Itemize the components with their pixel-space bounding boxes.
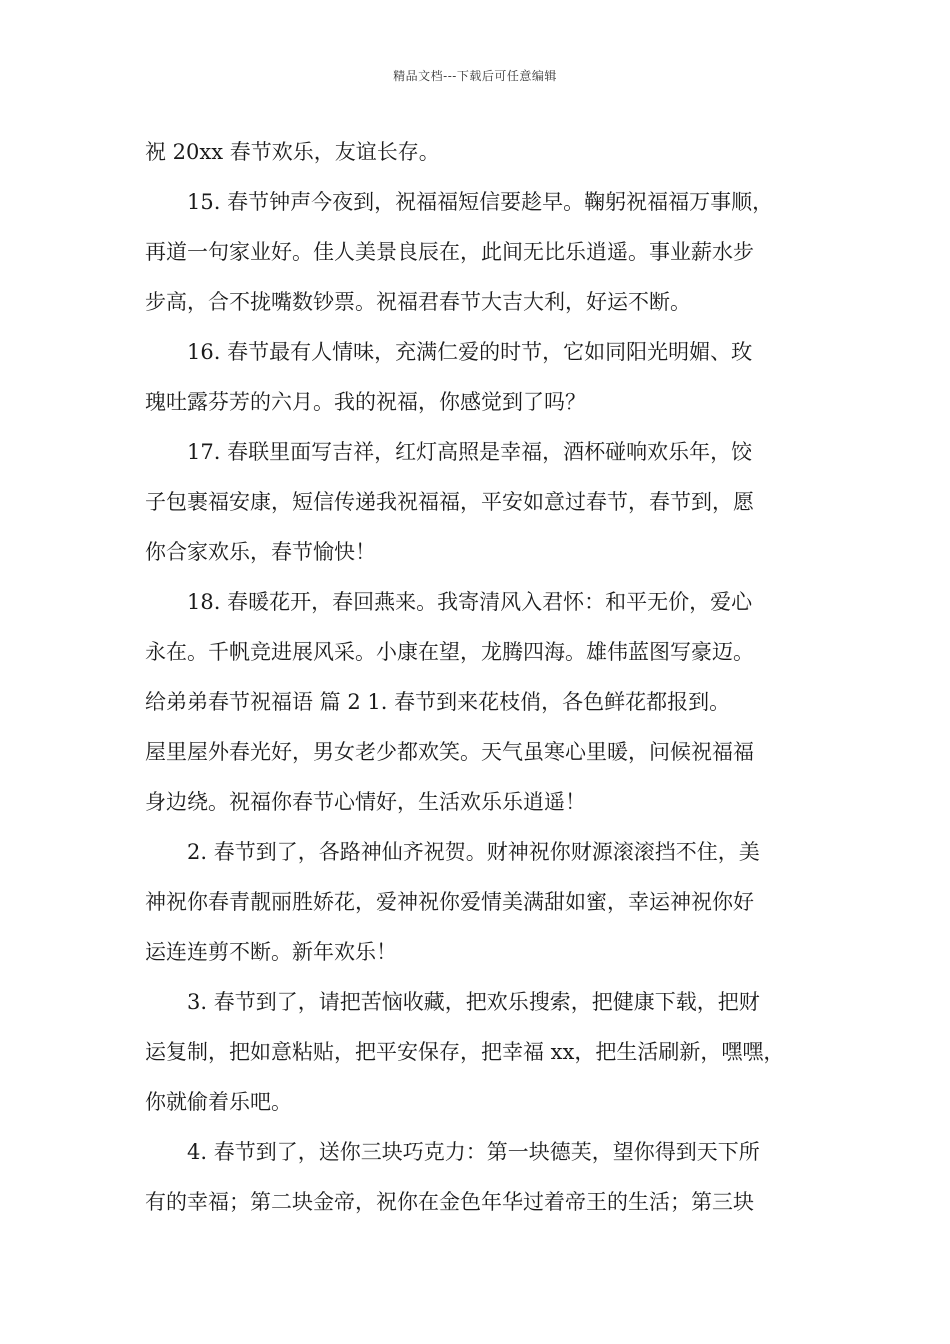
text-line: 18. 春暖花开，春回燕来。我寄清风入君怀：和平无价，爱心 xyxy=(187,590,753,614)
document-body xyxy=(145,127,835,1227)
text-line: 3. 春节到了，请把苦恼收藏，把欢乐搜索，把健康下载，把财 xyxy=(187,990,760,1014)
text-line: 屋里屋外春光好，男女老少都欢笑。天气虽寒心里暖，问候祝福福 xyxy=(145,740,754,764)
text-line: 17. 春联里面写吉祥，红灯高照是幸福，酒杯碰响欢乐年，饺 xyxy=(187,440,753,464)
text-line: 祝 20xx 春节欢乐，友谊长存。 xyxy=(145,140,440,164)
text-line: 你就偷着乐吧。 xyxy=(145,1090,292,1114)
text-line: 给弟弟春节祝福语 篇 2 1. 春节到来花枝俏，各色鲜花都报到。 xyxy=(145,690,731,714)
text-line: 永在。千帆竞进展风采。小康在望，龙腾四海。雄伟蓝图写豪迈。 xyxy=(145,640,754,664)
text-line: 2. 春节到了，各路神仙齐祝贺。财神祝你财源滚滚挡不住，美 xyxy=(187,840,760,864)
text-line: 神祝你春青靓丽胜娇花，爱神祝你爱情美满甜如蜜，幸运神祝你好 xyxy=(145,890,754,914)
text-line: 再道一句家业好。佳人美景良辰在，此间无比乐逍遥。事业薪水步 xyxy=(145,240,754,264)
text-line: 16. 春节最有人情味，充满仁爱的时节，它如同阳光明媚、玫 xyxy=(187,340,753,364)
text-line: 4. 春节到了，送你三块巧克力：第一块德芙，望你得到天下所 xyxy=(187,1140,760,1164)
text-line: 运复制，把如意粘贴，把平安保存，把幸福 xx，把生活刷新，嘿嘿， xyxy=(145,1040,785,1064)
text-line: 子包裹福安康，短信传递我祝福福，平安如意过春节，春节到，愿 xyxy=(145,490,754,514)
text-line: 有的幸福；第二块金帝，祝你在金色年华过着帝王的生活；第三块 xyxy=(145,1190,754,1214)
text-line: 你合家欢乐，春节愉快！ xyxy=(145,540,376,564)
text-line: 运连连剪不断。新年欢乐！ xyxy=(145,940,397,964)
page-header: 精品文档---下载后可任意编辑 xyxy=(393,69,557,83)
text-line: 步高，合不拢嘴数钞票。祝福君春节大吉大利，好运不断。 xyxy=(145,290,691,314)
text-line: 瑰吐露芬芳的六月。我的祝福，你感觉到了吗？ xyxy=(145,390,586,414)
text-line: 15. 春节钟声今夜到，祝福福短信要趁早。鞠躬祝福福万事顺， xyxy=(187,190,774,214)
text-line: 身边绕。祝福你春节心情好，生活欢乐乐逍遥！ xyxy=(145,790,586,814)
